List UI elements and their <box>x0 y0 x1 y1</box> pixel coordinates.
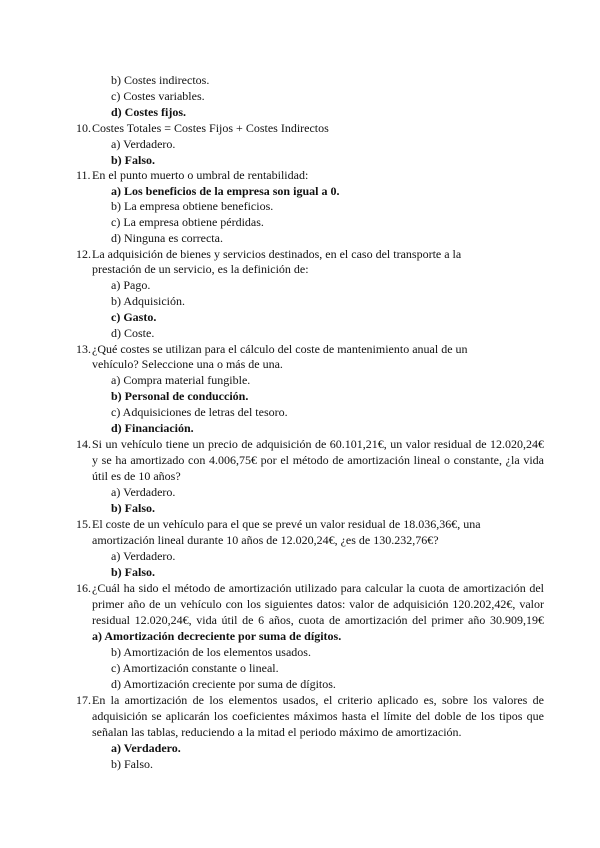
option-correct: d) Costes fijos. <box>111 105 186 119</box>
option: d) Ninguna es correcta. <box>111 231 223 245</box>
option-correct: b) Falso. <box>111 153 156 167</box>
question-text: ¿Cuál ha sido el método de amortización utilizado para calcular la cuota de amortización del <box>92 581 544 595</box>
option-correct: a) Verdadero. <box>111 741 181 755</box>
question-text: vehículo? Seleccione una o más de una. <box>92 357 283 371</box>
option: a) Verdadero. <box>111 137 176 151</box>
option: b) Adquisición. <box>111 294 185 308</box>
question-text: primer año de un vehículo con los siguientes datos: valor de adquisición 120.202,42€, valor <box>92 597 544 611</box>
option: a) Verdadero. <box>111 549 176 563</box>
question-text: señalan las tablas, reduciendo a la mitad el periodo máximo de amortización. <box>92 725 462 739</box>
option-correct: a) Los beneficios de la empresa son igual a 0. <box>111 184 340 198</box>
question-text: útil es de 10 años? <box>92 469 181 483</box>
question-number: 13. <box>76 342 91 356</box>
question-text: prestación de un servicio, es la definición de: <box>92 262 309 276</box>
question-text: ¿Qué costes se utilizan para el cálculo del coste de mantenimiento anual de un <box>92 342 468 356</box>
option: c) Adquisiciones de letras del tesoro. <box>111 405 288 419</box>
question-number: 12. <box>76 247 91 261</box>
question-text: El coste de un vehículo para el que se prevé un valor residual de 18.036,36€, una <box>92 517 481 531</box>
option-correct: b) Falso. <box>111 501 156 515</box>
option: b) Amortización de los elementos usados. <box>111 645 311 659</box>
question-number: 16. <box>76 581 91 595</box>
option-correct: c) Gasto. <box>111 310 157 324</box>
option: d) Amortización creciente por suma de dígitos. <box>111 677 336 691</box>
question-text: La adquisición de bienes y servicios destinados, en el caso del transporte a la <box>92 247 462 261</box>
question-number: 14. <box>76 437 91 451</box>
option: c) La empresa obtiene pérdidas. <box>111 215 264 229</box>
question-number: 15. <box>76 517 91 531</box>
question-text: En el punto muerto o umbral de rentabilidad: <box>92 168 309 182</box>
option-correct: b) Falso. <box>111 565 156 579</box>
question-number: 17. <box>76 693 91 707</box>
option: b) Falso. <box>111 757 153 771</box>
option-correct: d) Financiación. <box>111 421 194 435</box>
option: c) Amortización constante o lineal. <box>111 661 279 675</box>
question-text: residual 12.020,24€, vida útil de 6 años, cuota de amortización del primer año 30.909,19€ <box>92 613 544 627</box>
option: a) Verdadero. <box>111 485 176 499</box>
option-correct: a) Amortización decreciente por suma de dígitos. <box>92 629 342 643</box>
question-text: amortización lineal durante 10 años de 12.020,24€, ¿es de 130.232,76€? <box>92 533 439 547</box>
option: a) Pago. <box>111 278 151 292</box>
option: b) La empresa obtiene beneficios. <box>111 199 274 213</box>
option: c) Costes variables. <box>111 89 205 103</box>
option: d) Coste. <box>111 326 155 340</box>
question-number: 10. <box>76 121 91 135</box>
question-text: Si un vehículo tiene un precio de adquisición de 60.101,21€, un valor residual de 12.020,24€ <box>92 437 544 451</box>
question-text: adquisición se aplicarán los coeficientes máximos hasta el límite del doble de los tipos que <box>92 709 544 723</box>
question-text: En la amortización de los elementos usados, el criterio aplicado es, sobre los valores de <box>92 693 544 707</box>
option-correct: b) Personal de conducción. <box>111 389 249 403</box>
option: a) Compra material fungible. <box>111 373 251 387</box>
option: b) Costes indirectos. <box>111 73 210 87</box>
question-text: y se ha amortizado con 4.006,75€ por el método de amortización lineal o constante, ¿la vida <box>92 453 544 467</box>
question-number: 11. <box>76 168 91 182</box>
question-text: Costes Totales = Costes Fijos + Costes Indirectos <box>92 121 329 135</box>
